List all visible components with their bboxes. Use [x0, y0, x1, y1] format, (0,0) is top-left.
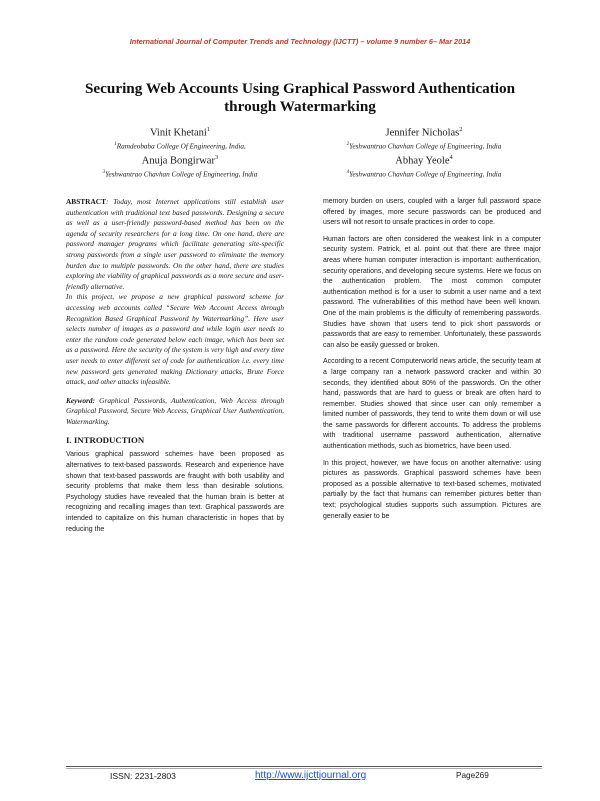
author-3-affil-sup: 3 [102, 169, 106, 175]
author-3-name: Anuja Bongirwar [141, 155, 215, 167]
footer-page-number: Page269 [456, 771, 489, 780]
body-paragraph-3: According to a recent Computerworld news article, the security team at a large company ran a network password cracker and within 30 seconds, they identified about 80% of the passwords. On the other hand, passwords that are hard to guess or break are often hard to remember. Studies showed that since user can only remember a limited number of passwords, they tend to write them down or will use the same passwords for different accounts. To address the problems with traditional username password authentication, alternative authentication methods, such as biometrics, have been used. [323, 358, 541, 451]
body-paragraph-1: memory burden on users, coupled with a larger full password space offered by images, more secure passwords can be produced and users will not resort to unsafe practices in order to cope. [323, 198, 541, 227]
keywords [66, 396, 284, 428]
journal-header: International Journal of Computer Trends and Technology (IJCTT) – volume 9 number 6– Mar 2014 [129, 37, 471, 46]
introduction-paragraph-1: Various graphical password schemes have been proposed as alternatives to text-based passwords. Research and experience have shown that text-based passwords are fraught with both usability and security problems that make them less than desirable solutions. Psychology studies have revealed that the human brain is better at recognizing and recalling images than text. Graphical passwords are intended to capitalize on this human characteristic in hopes that by reducing the [66, 451, 284, 533]
author-1 [70, 124, 290, 151]
title-line-1: Securing Web Accounts Using Graphical Password Authentication [84, 80, 516, 97]
author-3 [50, 152, 310, 179]
author-1-name: Vinit Khetani [149, 127, 207, 139]
author-3-affiliation: Yeshwantrao Chavhan College of Engineering, India [105, 169, 258, 178]
author-1-affil-sup: 1 [114, 141, 117, 147]
author-2-affiliation: Yeshwantrao Chavhan College of Engineering, India [349, 141, 502, 150]
paper-title [40, 80, 560, 116]
body-paragraph-2: Human factors are often considered the weakest link in a computer security system. Patrick, et al. point out that there are three major areas where human computer interaction is important: authentication, security operations, and developing secure systems. Here we focus on the authentication problem. The most common computer authentication method is for a user to submit a user name and a text password. The vulnerabilities of this method have been well known. One of the main problems is the difficulty of remembering passwords. Studies have shown that users tend to pick short passwords or passwords that are easy to remember. Unfortunately, these passwords can also be easily guessed or broken. [323, 235, 541, 349]
abstract-text-1: : Today, most Internet applications still establish user authentication with traditional text based passwords. Designing a secure as well as a user-friendly password-based method has been on the agenda of security researchers for a long time. On one hand, there are password manager programs which facilitate generating site-specific strong passwords from a single user password to eliminate the memory burden due to multiple passwords. On the other hand, there are studies exploring the viability of graphical passwords as a more secure and user-friendly alternative. [66, 197, 284, 291]
footer-issn: ISSN: 2231-2803 [110, 771, 176, 781]
body-paragraph-4: In this project, however, we have focus on another alternative: using pictures as passwords. Graphical password schemes have been proposed as a possible alternative to text-based schemes, motivated partially by the fact that humans can remember pictures better than text; psychological studies supports such assumption. Pictures are generally easier to be [323, 459, 541, 520]
footer-journal-link[interactable]: http://www.ijcttjournal.org [255, 770, 367, 781]
author-4-name: Abhay Yeole [395, 155, 450, 167]
author-2-sup: 2 [459, 126, 463, 133]
author-2-name: Jennifer Nicholas [385, 127, 460, 139]
introduction-heading: I. INTRODUCTION [66, 435, 145, 446]
title-line-2: through Watermarking [224, 98, 376, 115]
footer-divider-secondary [66, 768, 542, 769]
author-4-affiliation: Yeshwantrao Chavhan College of Engineering, India [349, 169, 502, 178]
abstract-paragraph-1 [66, 197, 284, 292]
author-4 [308, 152, 540, 179]
keywords-label: Keyword: [66, 395, 95, 405]
author-3-sup: 3 [214, 154, 219, 161]
author-4-affil-sup: 4 [346, 169, 350, 175]
author-1-sup: 1 [206, 126, 211, 133]
keywords-text: Graphical Passwords, Authentication, Web Access through Graphical Password, Secure Web Access, Graphical User Authentication, Watermarking. [66, 395, 284, 426]
author-2 [308, 124, 540, 151]
author-2-affil-sup: 2 [346, 141, 350, 147]
abstract-paragraph-2: In this project, we propose a new graphical password scheme for accessing web accounts called “Secure Web Account Access through Recognition Based Graphical Password by Watermarking”. Here user selects number of images as a password and while login user needs to enter the random code generated below each image, which has been set as a password. Here the security of the system is very high and every time user needs to enter different set of code for authentication i.e. every time new password gets generated making Dictionary attacks, Brute Force attack, and other attacks infeasible. [66, 292, 284, 387]
abstract-label: ABSTRACT [66, 197, 106, 206]
abstract [66, 197, 284, 388]
footer-divider [66, 766, 542, 767]
right-column [323, 197, 541, 528]
author-1-affiliation: Ramdeobaba College Of Engineering, India, [116, 141, 246, 150]
left-column [66, 197, 284, 541]
author-4-sup: 4 [449, 154, 453, 161]
